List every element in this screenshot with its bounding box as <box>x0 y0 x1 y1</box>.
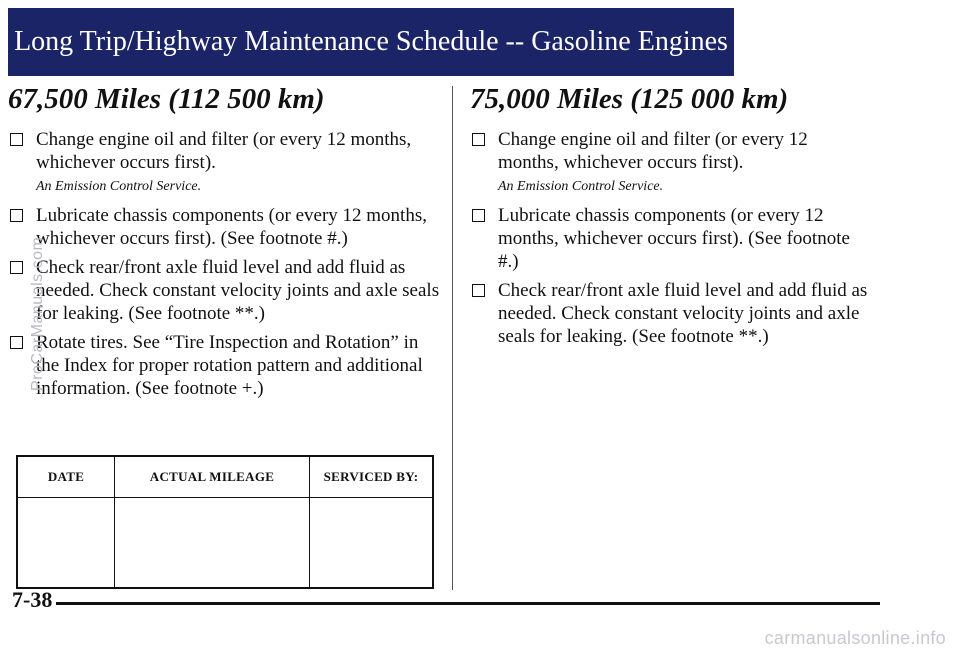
footer-rule <box>56 602 880 605</box>
checkbox-icon[interactable] <box>472 284 485 297</box>
checkbox-icon[interactable] <box>10 133 23 146</box>
left-mileage-heading: 67,500 Miles (112 500 km) <box>8 83 325 115</box>
bottom-watermark: carmanualsonline.info <box>764 628 946 648</box>
left-item-tires: Rotate tires. See “Tire Inspection and Rotation” in the Index for proper rotation pattern and additional information. (See footnote +.) <box>8 331 440 400</box>
left-emission-note: An Emission Control Service. <box>36 179 202 194</box>
checkbox-icon[interactable] <box>472 209 485 222</box>
banner-title: Long Trip/Highway Maintenance Schedule -- Gasoline Engines <box>14 26 728 57</box>
serviced-by-column-header: SERVICED BY: <box>310 456 434 498</box>
right-item-oil: Change engine oil and filter (or every 12 months, whichever occurs first). <box>470 128 870 174</box>
right-column <box>470 82 870 354</box>
right-mileage-heading: 75,000 Miles (125 000 km) <box>470 83 789 115</box>
serviced-by-cell[interactable] <box>310 498 434 589</box>
left-item-chassis: Lubricate chassis components (or every 12 months, whichever occurs first). (See footnote #.) <box>8 204 440 250</box>
side-watermark: ProCarManuals.com <box>29 236 46 391</box>
mileage-cell[interactable] <box>115 498 310 589</box>
table-header-row <box>17 456 433 498</box>
checkbox-icon[interactable] <box>10 336 23 349</box>
page-banner <box>8 8 734 76</box>
checkbox-icon[interactable] <box>10 261 23 274</box>
right-item-chassis: Lubricate chassis components (or every 12 months, whichever occurs first). (See footnote #.) <box>470 204 870 273</box>
checkbox-icon[interactable] <box>10 209 23 222</box>
left-column <box>8 82 440 406</box>
mileage-column-header: ACTUAL MILEAGE <box>115 456 310 498</box>
left-item-oil: Change engine oil and filter (or every 12 months, whichever occurs first). <box>8 128 440 174</box>
left-item-axle: Check rear/front axle fluid level and add fluid as needed. Check constant velocity joints and axle seals for leaking. (See footnote **.) <box>8 256 440 325</box>
page-number: 7-38 <box>12 587 53 612</box>
service-log-table <box>16 455 434 589</box>
column-divider <box>452 86 453 590</box>
table-row <box>17 498 433 589</box>
right-emission-note: An Emission Control Service. <box>498 179 664 194</box>
date-cell[interactable] <box>17 498 115 589</box>
right-item-axle: Check rear/front axle fluid level and add fluid as needed. Check constant velocity joints and axle seals for leaking. (See footnote **.) <box>470 279 870 348</box>
checkbox-icon[interactable] <box>472 133 485 146</box>
date-column-header: DATE <box>17 456 115 498</box>
